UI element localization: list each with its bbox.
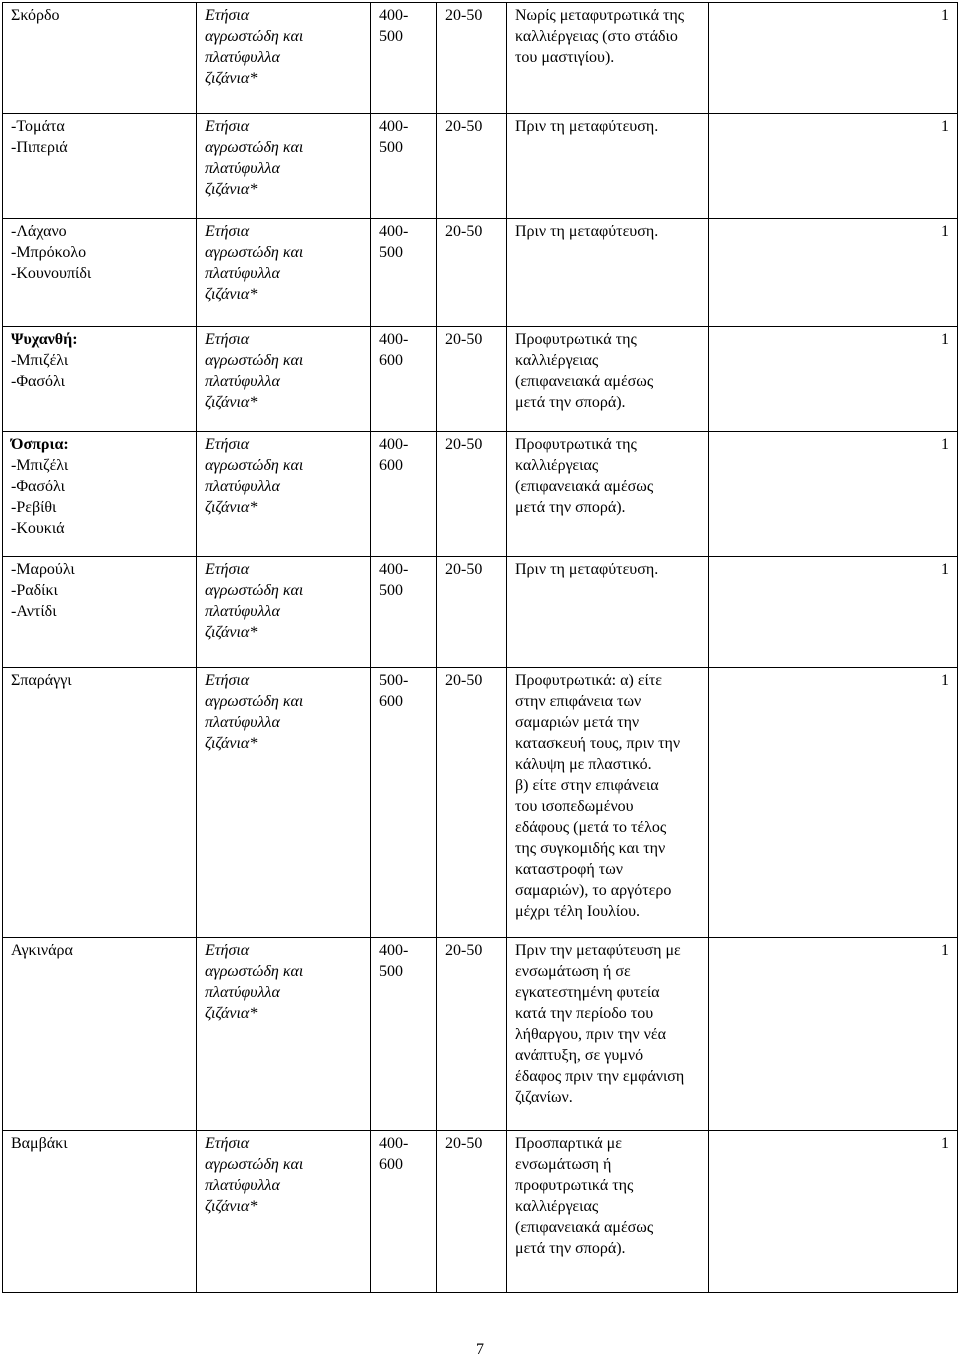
crop-name: Αγκινάρα xyxy=(11,942,73,959)
weeds-text: ζιζάνια* xyxy=(205,1198,258,1215)
timing-text: μετά την σπορά). xyxy=(515,1240,626,1257)
crop-name: -Μπιζέλι xyxy=(11,457,69,474)
applications-count-cell: 1 xyxy=(709,219,958,327)
crop-name: -Αντίδι xyxy=(11,603,57,620)
timing-text: μέχρι τέλη Ιουλίου. xyxy=(515,903,641,920)
timing-text: Πριν τη μεταφύτευση. xyxy=(515,223,659,240)
weeds-text: ζιζάνια* xyxy=(205,1005,258,1022)
weeds-text: Ετήσια xyxy=(205,331,250,348)
crop-name: -Μπρόκολο xyxy=(11,244,87,261)
crop-name: -Κουκιά xyxy=(11,520,65,537)
application-timing-cell xyxy=(507,3,709,114)
weeds-cell xyxy=(197,1131,371,1293)
weeds-cell xyxy=(197,668,371,938)
crop-group-heading: Ψυχανθή: xyxy=(11,331,78,348)
water-volume-cell: 20-50 xyxy=(437,114,507,219)
weeds-text: πλατύφυλλα xyxy=(205,478,280,495)
weeds-text: Ετήσια xyxy=(205,7,250,24)
timing-text: ζιζανίων. xyxy=(515,1089,573,1106)
timing-text: στην επιφάνεια των xyxy=(515,693,642,710)
application-timing-cell xyxy=(507,432,709,557)
table-row xyxy=(3,938,958,1131)
crop-name: -Φασόλι xyxy=(11,373,65,390)
water-volume-cell: 20-50 xyxy=(437,327,507,432)
application-timing-cell xyxy=(507,327,709,432)
timing-text: εδάφους (μετά το τέλος xyxy=(515,819,667,836)
applications-count-cell: 1 xyxy=(709,938,958,1131)
dose-cell: 400-500 xyxy=(371,114,437,219)
application-timing-cell xyxy=(507,1131,709,1293)
dose-cell: 500-600 xyxy=(371,668,437,938)
weeds-text: πλατύφυλλα xyxy=(205,603,280,620)
table-row xyxy=(3,114,958,219)
application-timing-cell xyxy=(507,114,709,219)
timing-text: Πριν τη μεταφύτευση. xyxy=(515,118,659,135)
timing-text: καλλιέργειας xyxy=(515,1198,599,1215)
timing-text: σαμαριών), το αργότερο xyxy=(515,882,672,899)
page-number: 7 xyxy=(476,1341,484,1358)
crop-table-body xyxy=(3,3,958,1293)
weeds-cell xyxy=(197,938,371,1131)
timing-text: Πριν την μεταφύτευση με xyxy=(515,942,681,959)
crop-name: -Ραδίκι xyxy=(11,582,58,599)
crop-table xyxy=(2,2,958,1293)
timing-text: κατασκευή τους, πριν την xyxy=(515,735,681,752)
weeds-text: ζιζάνια* xyxy=(205,286,258,303)
crop-name: -Λάχανο xyxy=(11,223,67,240)
weeds-text: ζιζάνια* xyxy=(205,394,258,411)
timing-text: (επιφανειακά αμέσως xyxy=(515,373,654,390)
weeds-text: πλατύφυλλα xyxy=(205,160,280,177)
applications-count-cell: 1 xyxy=(709,327,958,432)
water-volume-cell: 20-50 xyxy=(437,557,507,668)
weeds-text: αγρωστώδη και xyxy=(205,582,304,599)
weeds-text: αγρωστώδη και xyxy=(205,1156,304,1173)
weeds-cell xyxy=(197,327,371,432)
timing-text: έδαφος πριν την εμφάνιση xyxy=(515,1068,685,1085)
crop-name: -Κουνουπίδι xyxy=(11,265,92,282)
applications-count-cell: 1 xyxy=(709,1131,958,1293)
application-timing-cell xyxy=(507,557,709,668)
weeds-text: αγρωστώδη και xyxy=(205,352,304,369)
weeds-text: Ετήσια xyxy=(205,561,250,578)
crop-name: Βαμβάκι xyxy=(11,1135,68,1152)
weeds-text: Ετήσια xyxy=(205,436,250,453)
timing-text: Προσπαρτικά με xyxy=(515,1135,622,1152)
applications-count-cell: 1 xyxy=(709,3,958,114)
crop-cell xyxy=(3,327,197,432)
timing-text: κάλυψη με πλαστικό. xyxy=(515,756,652,773)
table-row xyxy=(3,668,958,938)
timing-text: ενσωμάτωση ή σε xyxy=(515,963,631,980)
applications-count-cell: 1 xyxy=(709,668,958,938)
crop-cell xyxy=(3,557,197,668)
crop-cell xyxy=(3,114,197,219)
weeds-text: αγρωστώδη και xyxy=(205,28,304,45)
timing-text: καλλιέργειας xyxy=(515,457,599,474)
application-timing-cell xyxy=(507,219,709,327)
table-row xyxy=(3,1131,958,1293)
dose-cell: 400-600 xyxy=(371,432,437,557)
crop-cell xyxy=(3,432,197,557)
timing-text: εγκατεστημένη φυτεία xyxy=(515,984,660,1001)
crop-name: -Τομάτα xyxy=(11,118,65,135)
crop-cell xyxy=(3,3,197,114)
water-volume-cell: 20-50 xyxy=(437,1131,507,1293)
table-row xyxy=(3,432,958,557)
water-volume-cell: 20-50 xyxy=(437,938,507,1131)
weeds-text: ζιζάνια* xyxy=(205,181,258,198)
timing-text: του μαστιγίου). xyxy=(515,49,615,66)
timing-text: ενσωμάτωση ή xyxy=(515,1156,612,1173)
crop-group-heading: Όσπρια: xyxy=(11,436,69,453)
application-timing-cell xyxy=(507,668,709,938)
weeds-text: Ετήσια xyxy=(205,1135,250,1152)
weeds-text: πλατύφυλλα xyxy=(205,373,280,390)
table-row xyxy=(3,219,958,327)
weeds-text: αγρωστώδη και xyxy=(205,139,304,156)
weeds-text: πλατύφυλλα xyxy=(205,984,280,1001)
weeds-text: πλατύφυλλα xyxy=(205,49,280,66)
weeds-text: Ετήσια xyxy=(205,672,250,689)
weeds-text: πλατύφυλλα xyxy=(205,1177,280,1194)
table-row xyxy=(3,3,958,114)
crop-name: -Ρεβίθι xyxy=(11,499,57,516)
weeds-cell xyxy=(197,114,371,219)
crop-name: Σπαράγγι xyxy=(11,672,72,689)
applications-count-cell: 1 xyxy=(709,432,958,557)
weeds-cell xyxy=(197,3,371,114)
applications-count-cell: 1 xyxy=(709,557,958,668)
timing-text: Προφυτρωτικά της xyxy=(515,436,637,453)
timing-text: (επιφανειακά αμέσως xyxy=(515,1219,654,1236)
dose-cell: 400-600 xyxy=(371,327,437,432)
timing-text: Πριν τη μεταφύτευση. xyxy=(515,561,659,578)
weeds-text: αγρωστώδη και xyxy=(205,693,304,710)
dose-cell: 400-500 xyxy=(371,557,437,668)
crop-cell xyxy=(3,1131,197,1293)
timing-text: μετά την σπορά). xyxy=(515,499,626,516)
weeds-text: αγρωστώδη και xyxy=(205,244,304,261)
dose-cell: 400-500 xyxy=(371,938,437,1131)
timing-text: (επιφανειακά αμέσως xyxy=(515,478,654,495)
timing-text: σαμαριών μετά την xyxy=(515,714,640,731)
weeds-cell xyxy=(197,432,371,557)
weeds-text: ζιζάνια* xyxy=(205,499,258,516)
weeds-cell xyxy=(197,557,371,668)
weeds-text: ζιζάνια* xyxy=(205,624,258,641)
timing-text: καλλιέργειας xyxy=(515,352,599,369)
timing-text: καταστροφή των xyxy=(515,861,623,878)
crop-name: -Φασόλι xyxy=(11,478,65,495)
dose-cell: 400-500 xyxy=(371,219,437,327)
weeds-text: Ετήσια xyxy=(205,118,250,135)
water-volume-cell: 20-50 xyxy=(437,3,507,114)
table-row xyxy=(3,327,958,432)
crop-cell xyxy=(3,668,197,938)
water-volume-cell: 20-50 xyxy=(437,668,507,938)
dose-cell: 400-600 xyxy=(371,1131,437,1293)
crop-name: -Μαρούλι xyxy=(11,561,75,578)
crop-cell xyxy=(3,938,197,1131)
timing-text: Προφυτρωτικά: α) είτε xyxy=(515,672,663,689)
crop-name: Σκόρδο xyxy=(11,7,60,24)
timing-text: μετά την σπορά). xyxy=(515,394,626,411)
weeds-text: ζιζάνια* xyxy=(205,735,258,752)
timing-text: του ισοπεδωμένου xyxy=(515,798,634,815)
crop-name: -Μπιζέλι xyxy=(11,352,69,369)
weeds-text: αγρωστώδη και xyxy=(205,457,304,474)
timing-text: λήθαργου, πριν την νέα xyxy=(515,1026,666,1043)
weeds-text: πλατύφυλλα xyxy=(205,265,280,282)
water-volume-cell: 20-50 xyxy=(437,432,507,557)
weeds-text: ζιζάνια* xyxy=(205,70,258,87)
timing-text: προφυτρωτικά της xyxy=(515,1177,634,1194)
timing-text: Προφυτρωτικά της xyxy=(515,331,637,348)
applications-count-cell: 1 xyxy=(709,114,958,219)
timing-text: ανάπτυξη, σε γυμνό xyxy=(515,1047,644,1064)
application-timing-cell xyxy=(507,938,709,1131)
timing-text: Νωρίς μεταφυτρωτικά της xyxy=(515,7,685,24)
weeds-text: Ετήσια xyxy=(205,942,250,959)
crop-cell xyxy=(3,219,197,327)
timing-text: της συγκομιδής και την xyxy=(515,840,666,857)
dose-cell: 400-500 xyxy=(371,3,437,114)
table-row xyxy=(3,557,958,668)
weeds-cell xyxy=(197,219,371,327)
crop-name: -Πιπεριά xyxy=(11,139,68,156)
water-volume-cell: 20-50 xyxy=(437,219,507,327)
weeds-text: πλατύφυλλα xyxy=(205,714,280,731)
timing-text: κατά την περίοδο του xyxy=(515,1005,654,1022)
weeds-text: Ετήσια xyxy=(205,223,250,240)
timing-text: καλλιέργειας (στο στάδιο xyxy=(515,28,678,45)
weeds-text: αγρωστώδη και xyxy=(205,963,304,980)
timing-text: β) είτε στην επιφάνεια xyxy=(515,777,659,794)
